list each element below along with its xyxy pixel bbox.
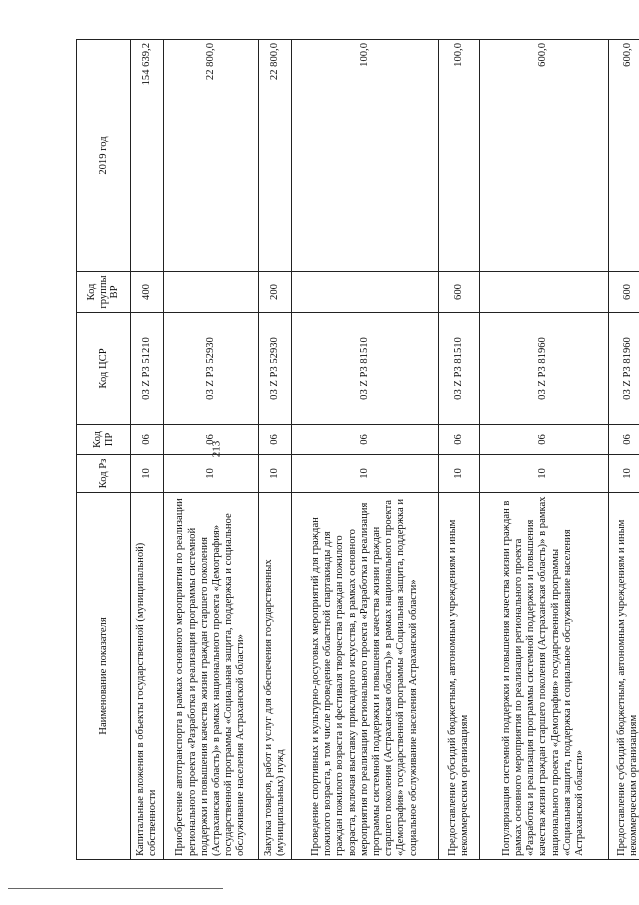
table-row — [259, 40, 292, 860]
row-csr: 03 Z P3 81960 — [479, 313, 608, 425]
page-number: 213 — [210, 440, 223, 458]
table-row — [438, 40, 479, 860]
table-row — [479, 40, 608, 860]
row-rz: 10 — [291, 455, 438, 493]
row-rz: 10 — [131, 455, 164, 493]
budget-table — [76, 39, 639, 860]
row-amount: 100,0 — [291, 40, 438, 272]
header-pr: Код ПР — [77, 425, 131, 455]
row-name: Проведение спортивных и культурно-досуговых мероприятий для граждан пожилого возраста, в том числе проведение областной спартакиады для граждан пожилого возраста и фестиваля творчества граждан пожилого возраста, включая выставку прикладного искусства, в рамках основного мероприятия по реализации регионального проекта «Разработка и реализация программы системной поддержки и повышения качества жизни граждан старшего поколения (Астраханская область)» в рамках национального проекта «Демография» государственной программы «Социальная защита, поддержка и социальное обслуживание населения Астраханской области» — [291, 493, 438, 860]
row-amount: 22 800,0 — [163, 40, 259, 272]
row-name: Закупка товаров, работ и услуг для обеспечения государственных (муниципальных) нужд — [259, 493, 292, 860]
row-csr: 03 Z P3 81510 — [291, 313, 438, 425]
row-pr: 06 — [259, 425, 292, 455]
row-pr: 06 — [608, 425, 639, 455]
row-name: Приобретение автотранспорта в рамках основного мероприятия по реализации регионального проекта «Разработка и реализация программы системной поддержки и повышения качества жизни граждан старшего поколения (Астраханская область)» в рамках национального проекта «Демография» государственной программы «Социальная защита, поддержка и социальное обслуживание населения Астраханской области» — [163, 493, 259, 860]
row-csr: 03 Z P3 51210 — [131, 313, 164, 425]
row-pr: 06 — [291, 425, 438, 455]
header-rz: Код Рз — [77, 455, 131, 493]
row-amount: 22 800,0 — [259, 40, 292, 272]
row-vr — [479, 272, 608, 313]
row-name: Предоставление субсидий бюджетным, автономным учреждениям и иным некоммерческим организациям — [438, 493, 479, 860]
header-year: 2019 год — [77, 40, 131, 272]
row-name: Популяризация системной поддержки и повышения качества жизни граждан в рамках основного мероприятия по реализации регионального проекта «Разработка и реализация программы системной поддержки и повышения качества жизни граждан старшего поколения (Астраханская область)» в рамках национального проекта «Демография» государственной программы «Социальная защита, поддержка и социальное обслуживание населения Астраханской области» — [479, 493, 608, 860]
row-pr: 06 — [438, 425, 479, 455]
row-name: Предоставление субсидий бюджетным, автономным учреждениям и иным некоммерческим организациям — [608, 493, 639, 860]
row-vr: 600 — [438, 272, 479, 313]
row-csr: 03 Z P3 52930 — [163, 313, 259, 425]
header-vr: Код группы ВР — [77, 272, 131, 313]
row-csr: 03 Z P3 81510 — [438, 313, 479, 425]
table-header-row — [77, 40, 131, 860]
row-vr: 400 — [131, 272, 164, 313]
row-rz: 10 — [608, 455, 639, 493]
row-pr: 06 — [479, 425, 608, 455]
row-vr: 600 — [608, 272, 639, 313]
row-amount: 600,0 — [608, 40, 639, 272]
row-vr: 200 — [259, 272, 292, 313]
row-csr: 03 Z P3 52930 — [259, 313, 292, 425]
table-row — [163, 40, 259, 860]
table-row — [608, 40, 639, 860]
row-amount: 600,0 — [479, 40, 608, 272]
row-rz: 10 — [259, 455, 292, 493]
row-name: Капитальные вложения в объекты государственной (муниципальной) собственности — [131, 493, 164, 860]
table-row — [291, 40, 438, 860]
row-vr — [291, 272, 438, 313]
header-csr: Код ЦСР — [77, 313, 131, 425]
budget-table-rotated — [76, 40, 639, 860]
header-name: Наименование показателя — [77, 493, 131, 860]
row-rz: 10 — [479, 455, 608, 493]
row-rz: 10 — [438, 455, 479, 493]
row-pr: 06 — [131, 425, 164, 455]
row-csr: 03 Z P3 81960 — [608, 313, 639, 425]
row-vr — [163, 272, 259, 313]
row-amount: 154 639,2 — [131, 40, 164, 272]
table-row — [131, 40, 164, 860]
row-amount: 100,0 — [438, 40, 479, 272]
row-rz: 10 — [163, 455, 259, 493]
row-pr: 06 — [163, 425, 259, 455]
bottom-rule — [8, 888, 223, 889]
